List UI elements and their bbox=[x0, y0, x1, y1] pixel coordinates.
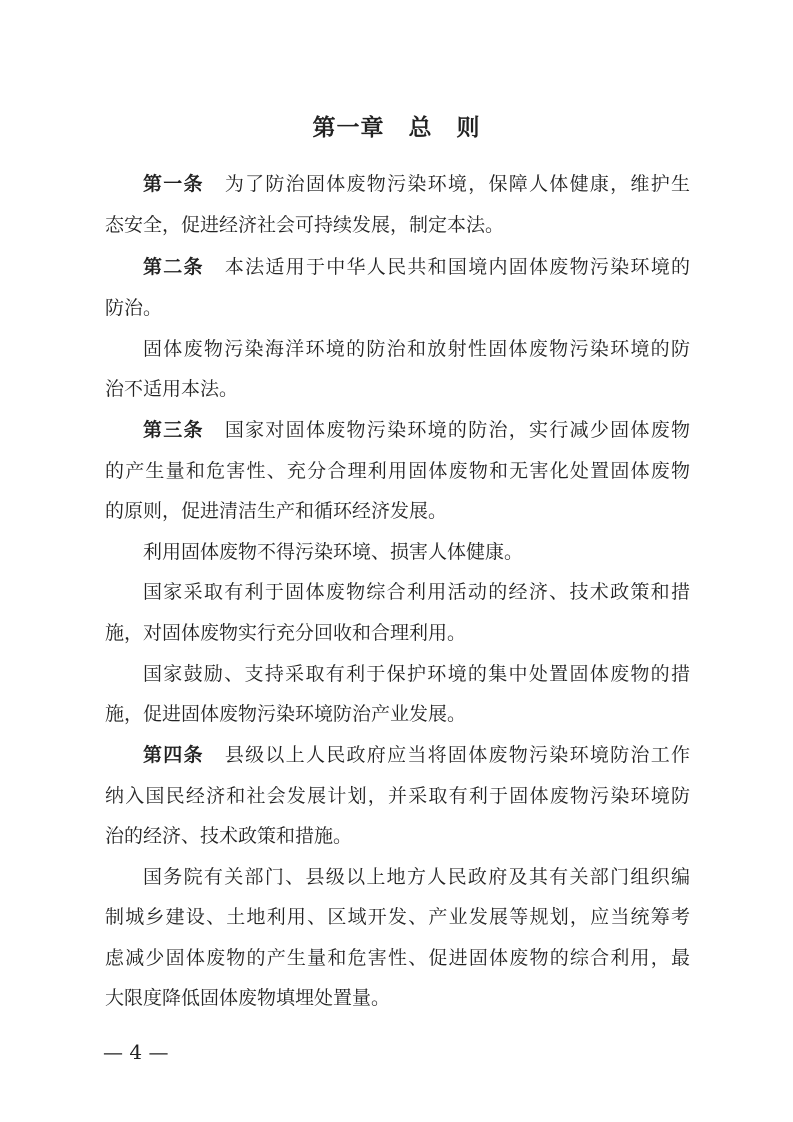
article-2-line-2: 防治。 bbox=[105, 297, 163, 319]
article-4-para-2-line-1: 国务院有关部门、县级以上地方人民政府及其有关部门组织编 bbox=[143, 866, 690, 888]
article-4-para-2-line-3: 虑减少固体废物的产生量和危害性、促进固体废物的综合利用，最 bbox=[105, 947, 690, 969]
article-2-line-1: 第二条 本法适用于中华人民共和国境内固体废物污染环境的 bbox=[143, 256, 690, 278]
article-4-line-1: 第四条 县级以上人民政府应当将固体废物污染环境防治工作 bbox=[143, 744, 690, 766]
article-3-para-4-line-2: 施，促进固体废物污染环境防治产业发展。 bbox=[105, 703, 467, 725]
article-4-para-2-line-4: 大限度降低固体废物填埋处置量。 bbox=[105, 987, 391, 1009]
article-4-para-2-line-2: 制城乡建设、土地利用、区域开发、产业发展等规划，应当统筹考 bbox=[105, 906, 690, 928]
article-3-para-3-line-1: 国家采取有利于固体废物综合利用活动的经济、技术政策和措 bbox=[143, 581, 690, 603]
article-1-line-2: 态安全，促进经济社会可持续发展，制定本法。 bbox=[105, 214, 505, 236]
article-1-number: 第一条 bbox=[143, 173, 204, 195]
article-3-para-3-line-2: 施，对固体废物实行充分回收和合理利用。 bbox=[105, 622, 467, 644]
article-4-number: 第四条 bbox=[143, 744, 204, 766]
article-3-number: 第三条 bbox=[143, 419, 204, 441]
article-2-para-2-line-1: 固体废物污染海洋环境的防治和放射性固体废物污染环境的防 bbox=[143, 338, 690, 360]
article-4-line-2: 纳入国民经济和社会发展计划，并采取有利于固体废物污染环境防 bbox=[105, 785, 690, 807]
chapter-title: 第一章 总 则 bbox=[312, 115, 481, 141]
article-3-para-4-line-1: 国家鼓励、支持采取有利于保护环境的集中处置固体废物的措 bbox=[143, 663, 690, 685]
page-number: — 4 — bbox=[103, 1040, 169, 1064]
article-2-para-2-line-2: 治不适用本法。 bbox=[105, 378, 239, 400]
article-3-para-2-line-1: 利用固体废物不得污染环境、损害人体健康。 bbox=[143, 541, 524, 563]
article-3-line-3: 的原则，促进清洁生产和循环经济发展。 bbox=[105, 500, 448, 522]
article-4-line-3: 治的经济、技术政策和措施。 bbox=[105, 825, 353, 847]
article-3-line-2: 的产生量和危害性、充分合理利用固体废物和无害化处置固体废物 bbox=[105, 460, 690, 482]
article-3-line-1: 第三条 国家对固体废物污染环境的防治，实行减少固体废物 bbox=[143, 419, 690, 441]
article-1-line-1: 第一条 为了防治固体废物污染环境，保障人体健康，维护生 bbox=[143, 173, 690, 195]
article-2-number: 第二条 bbox=[143, 256, 204, 278]
